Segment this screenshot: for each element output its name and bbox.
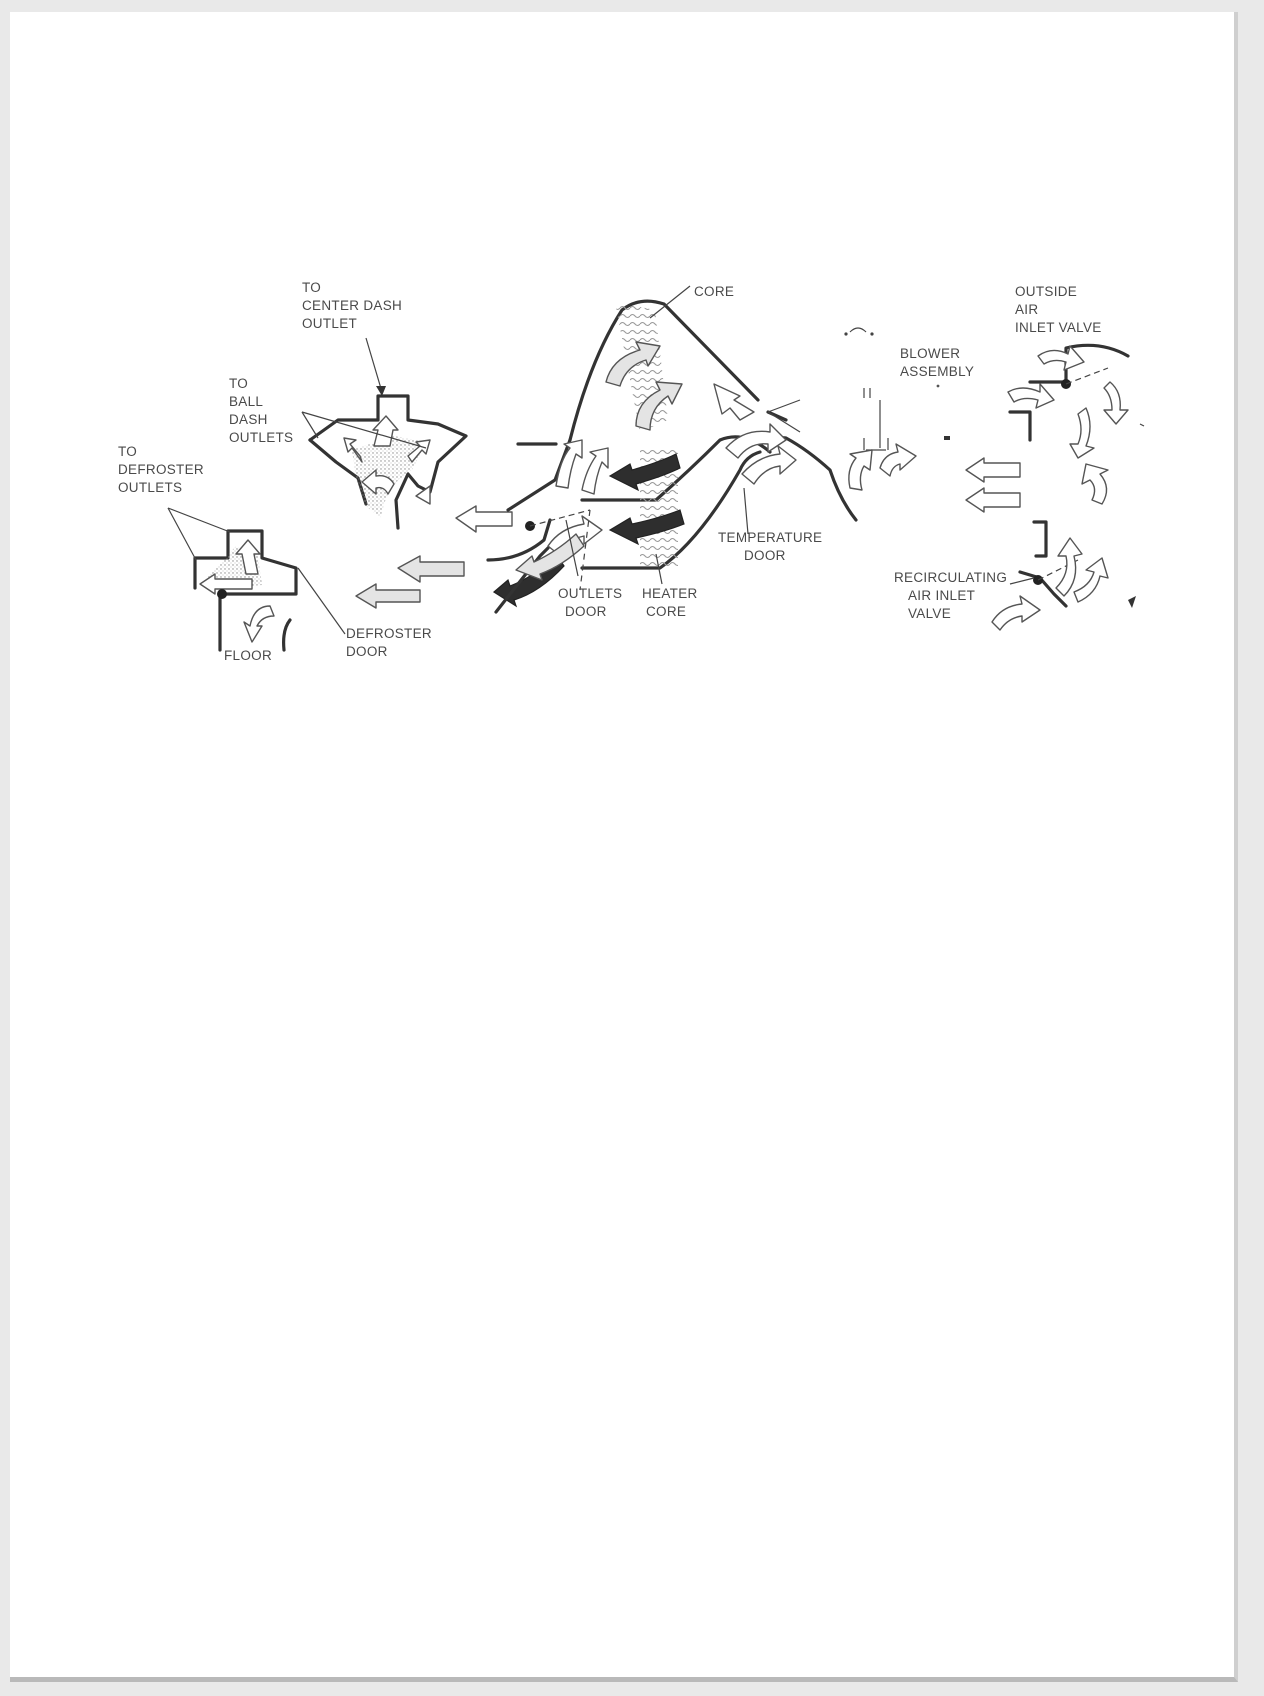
- label-floor: FLOOR: [224, 648, 273, 663]
- label-temperature-door: [718, 530, 822, 563]
- svg-text:OUTLETS: OUTLETS: [118, 480, 183, 495]
- label-center-dash-outlet: [302, 280, 402, 331]
- defroster-door-pivot: [217, 589, 227, 599]
- label-recirculating-air-inlet-valve: [894, 570, 1007, 621]
- svg-text:VALVE: VALVE: [908, 606, 952, 621]
- defroster-floor-duct: [168, 508, 345, 650]
- svg-text:DOOR: DOOR: [346, 644, 388, 659]
- svg-text:HEATER: HEATER: [642, 586, 698, 601]
- svg-text:BLOWER: BLOWER: [900, 346, 961, 361]
- svg-text:TO: TO: [118, 444, 138, 459]
- svg-text:OUTLETS: OUTLETS: [558, 586, 623, 601]
- inlet-arrows: [966, 458, 1020, 512]
- svg-text:OUTLET: OUTLET: [302, 316, 358, 331]
- svg-text:DEFROSTER: DEFROSTER: [118, 462, 204, 477]
- svg-text:INLET VALVE: INLET VALVE: [1015, 320, 1102, 335]
- recirculating-air-inlet-valve: [992, 464, 1136, 630]
- label-outside-air-inlet-valve: [1015, 284, 1102, 335]
- svg-text:TEMPERATURE: TEMPERATURE: [718, 530, 823, 545]
- label-defroster-outlets: [118, 444, 204, 495]
- svg-text:DASH: DASH: [229, 412, 268, 427]
- label-blower-assembly: [900, 346, 974, 379]
- svg-text:AIR INLET: AIR INLET: [908, 588, 976, 603]
- label-core: CORE: [694, 284, 735, 299]
- svg-text:DOOR: DOOR: [744, 548, 786, 563]
- svg-text:TO: TO: [302, 280, 322, 295]
- svg-text:DEFROSTER: DEFROSTER: [346, 626, 432, 641]
- label-ball-dash-outlets: [229, 376, 293, 445]
- svg-text:DOOR: DOOR: [565, 604, 607, 619]
- svg-text:OUTSIDE: OUTSIDE: [1015, 284, 1078, 299]
- label-defroster-door: [346, 626, 432, 659]
- svg-text:BALL: BALL: [229, 394, 264, 409]
- svg-text:CORE: CORE: [646, 604, 687, 619]
- label-heater-core: [642, 586, 698, 619]
- outside-air-inlet-valve: [1008, 345, 1144, 458]
- label-outlets-door: [558, 586, 622, 619]
- svg-text:TO: TO: [229, 376, 249, 391]
- svg-text:ASSEMBLY: ASSEMBLY: [900, 364, 975, 379]
- svg-text:CENTER DASH: CENTER DASH: [302, 298, 403, 313]
- svg-text:RECIRCULATING: RECIRCULATING: [894, 570, 1008, 585]
- svg-text:AIR: AIR: [1015, 302, 1039, 317]
- dash-outlet-duct: [302, 338, 466, 528]
- svg-text:OUTLETS: OUTLETS: [229, 430, 294, 445]
